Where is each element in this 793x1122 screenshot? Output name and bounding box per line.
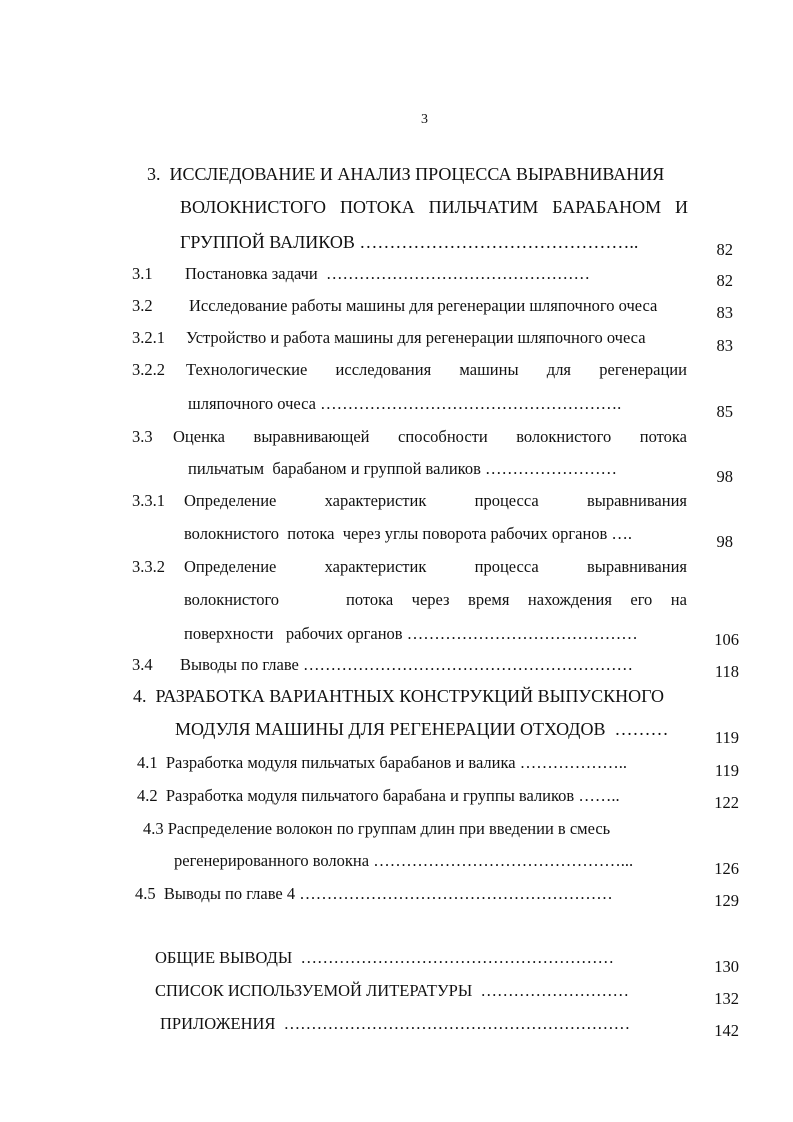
section-3-3-title-line-2: пильчатым барабаном и группой валиков …………………… [188, 459, 618, 478]
section-4-1-title: 4.1 Разработка модуля пильчатых барабанов и валика ……………….. [137, 753, 627, 772]
bibliography: СПИСОК ИСПОЛЬЗУЕМОЙ ЛИТЕРАТУРЫ ……………………… [155, 981, 629, 1000]
page-ref-83-a: 83 [716, 303, 733, 322]
section-3-3-title-line-1: Оценка выравнивающей способности волокнистого потока [173, 427, 687, 446]
page-ref-129: 129 [714, 891, 739, 910]
page-ref-106: 106 [714, 630, 739, 649]
section-3-title-line-1: 3. ИССЛЕДОВАНИЕ И АНАЛИЗ ПРОЦЕССА ВЫРАВНИВАНИЯ [147, 164, 665, 184]
page-ref-85: 85 [716, 402, 733, 421]
section-3-1-title: Постановка задачи ………………………………………… [185, 264, 590, 283]
section-3-2-1-number: 3.2.1 [132, 328, 165, 347]
page-ref-122: 122 [714, 793, 739, 812]
section-3-3-2-title-line-1: Определение характеристик процесса выравнивания [184, 557, 687, 576]
page-ref-119-a: 119 [714, 728, 739, 747]
section-3-title-line-2: ВОЛОКНИСТОГО ПОТОКА ПИЛЬЧАТИМ БАРАБАНОМ И [180, 197, 688, 217]
section-3-2-2-title-line-2: шляпочного очеса ………………………………………………. [188, 394, 622, 413]
section-4-2-title: 4.2 Разработка модуля пильчатого барабана и группы валиков …….. [137, 786, 620, 805]
page-number: 3 [421, 112, 428, 127]
section-4-3-title-line-1: 4.3 Распределение волокон по группам длин при введении в смесь [143, 819, 611, 838]
section-4-title-line-1: 4. РАЗРАБОТКА ВАРИАНТНЫХ КОНСТРУКЦИЙ ВЫПУСКНОГО [133, 686, 665, 706]
page-ref-118: 118 [714, 662, 739, 681]
section-3-3-2-title-line-2: волокнистого потока через время нахождения его на [184, 590, 687, 609]
page-ref-132: 132 [714, 989, 739, 1008]
section-3-3-2-number: 3.3.2 [132, 557, 165, 576]
page-ref-98-a: 98 [716, 467, 733, 486]
page-ref-119-b: 119 [714, 761, 739, 780]
section-4-5-title: 4.5 Выводы по главе 4 ………………………………………………… [135, 884, 613, 903]
section-3-2-1-title: Устройство и работа машины для регенерации шляпочного очеса [186, 328, 646, 347]
appendices: ПРИЛОЖЕНИЯ ……………………………………………………… [160, 1014, 631, 1033]
section-4-title-line-2: МОДУЛЯ МАШИНЫ ДЛЯ РЕГЕНЕРАЦИИ ОТХОДОВ ……… [175, 719, 669, 739]
section-3-4-title: Выводы по главе …………………………………………………… [180, 655, 633, 674]
section-3-3-1-title-line-1: Определение характеристик процесса выравнивания [184, 491, 687, 510]
section-3-3-2-title-line-3: поверхности рабочих органов …………………………………… [184, 624, 638, 643]
section-3-3-1-number: 3.3.1 [132, 491, 165, 510]
section-3-3-number: 3.3 [132, 427, 153, 446]
section-4-3-title-line-2: регенерированного волокна ………………………………………... [174, 851, 634, 870]
section-3-3-1-title-line-2: волокнистого потока через углы поворота рабочих органов …. [184, 524, 633, 543]
section-3-2-title: Исследование работы машины для регенерации шляпочного очеса [189, 296, 658, 315]
section-3-4-number: 3.4 [132, 655, 153, 674]
section-3-title-line-3: ГРУППОЙ ВАЛИКОВ ……………………………………….. [180, 232, 639, 252]
section-3-2-2-title-line-1: Технологические исследования машины для регенерации [186, 360, 687, 379]
page-ref-98-b: 98 [716, 532, 733, 551]
general-conclusions: ОБЩИЕ ВЫВОДЫ ………………………………………………… [155, 948, 615, 967]
page-ref-126: 126 [714, 859, 739, 878]
page-ref-130: 130 [714, 957, 739, 976]
page-ref-83-b: 83 [716, 336, 733, 355]
section-3-2-number: 3.2 [132, 296, 153, 315]
page-ref-82-a: 82 [716, 240, 733, 259]
page-ref-82-b: 82 [716, 271, 733, 290]
section-3-1-number: 3.1 [132, 264, 153, 283]
page-ref-142: 142 [714, 1021, 739, 1040]
section-3-2-2-number: 3.2.2 [132, 360, 165, 379]
